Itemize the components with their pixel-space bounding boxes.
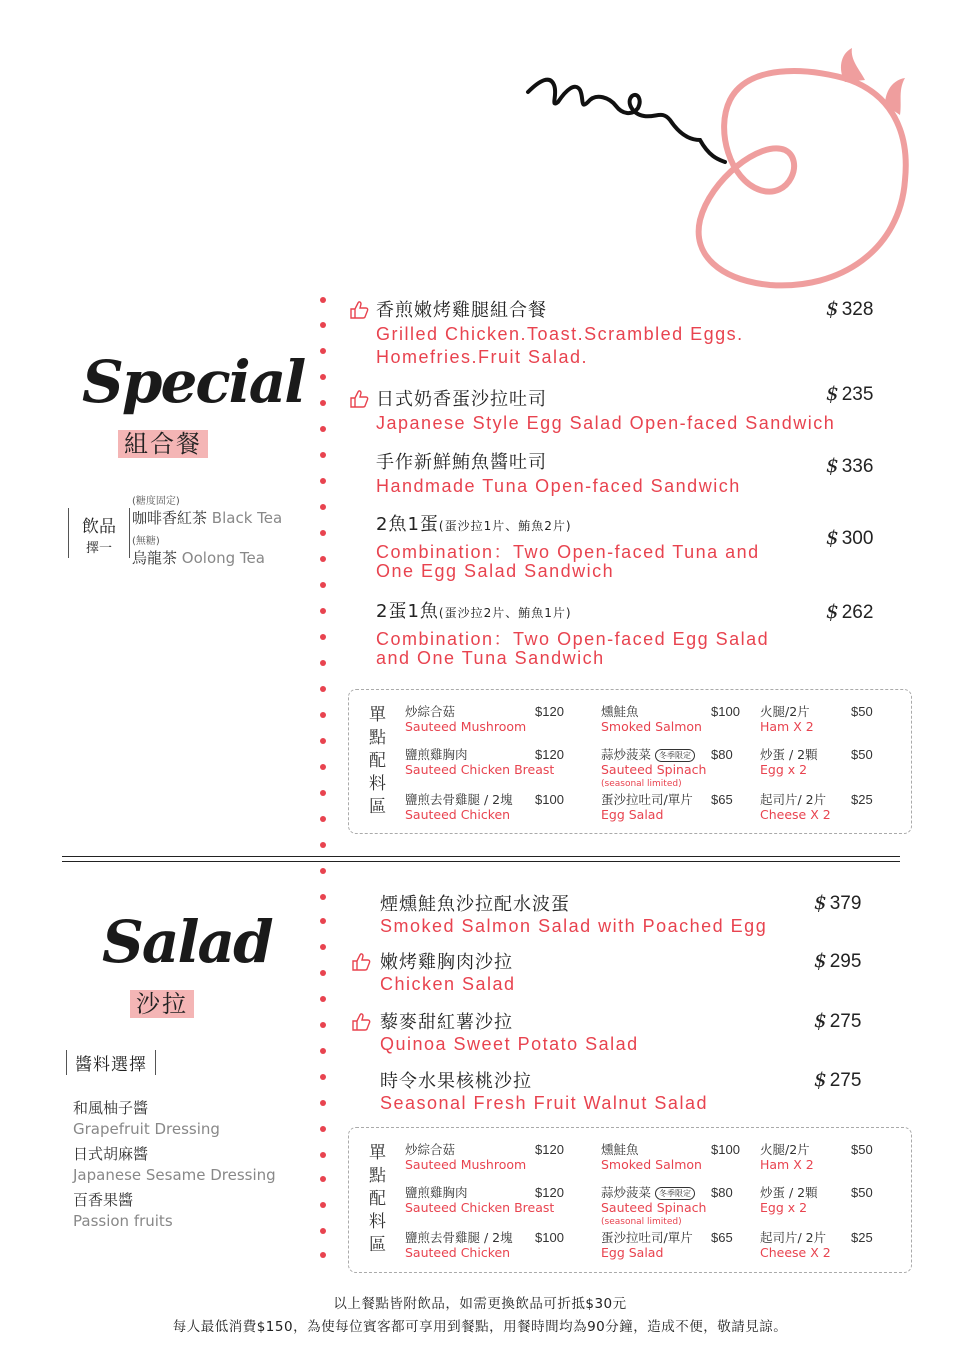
thumbs-up-icon [351, 952, 371, 972]
menu-item-en: Combination：Two Open-faced Egg Salad [376, 629, 770, 649]
salad-item-en: Seasonal Fresh Fruit Walnut Salad [380, 1093, 708, 1113]
addon-item: 炒綜合菇 Sauteed Mushroom $120 [405, 1142, 564, 1172]
divider-dot [320, 1048, 326, 1054]
addon-label: 單 點 配 料 區 [369, 1143, 386, 1255]
menu-item-name: 手作新鮮鮪魚醬吐司 [376, 452, 547, 473]
menu-item-name: 香煎嫩烤雞腿組合餐 [376, 300, 547, 321]
divider-dot [320, 1074, 326, 1080]
divider-dot [320, 348, 326, 354]
divider-dot [320, 1252, 326, 1258]
divider-dot [320, 556, 326, 562]
divider-dot [320, 1202, 326, 1208]
addon-item: 蒜炒菠菜 冬季限定 Sauteed Spinach (seasonal limited) $80 [601, 747, 733, 789]
divider-dot [320, 660, 326, 666]
thumbs-up-icon [351, 1012, 371, 1032]
menu-item-en: Japanese Style Egg Salad Open-faced Sandwich [376, 413, 836, 433]
addon-item: 炒蛋 / 2顆 Egg x 2 $50 [760, 1185, 873, 1215]
drink-label-choose: 擇一 [85, 541, 112, 556]
drink-choice [68, 508, 130, 558]
divider-dot [320, 608, 326, 614]
menu-item-price: $ 336 [826, 453, 874, 477]
divider-dot [320, 1100, 326, 1106]
divider-dot [320, 634, 326, 640]
addon-item: 燻鮭魚 Smoked Salmon $100 [601, 1142, 740, 1172]
divider-dot [320, 1228, 326, 1234]
divider-dot [320, 374, 326, 380]
addon-item: 炒蛋 / 2顆 Egg x 2 $50 [760, 747, 873, 777]
divider-dot [320, 452, 326, 458]
addon-item: 鹽煎去骨雞腿 / 2塊 Sauteed Chicken $100 [405, 1230, 564, 1260]
menu-item-name: 日式奶香蛋沙拉吐司 [376, 389, 547, 410]
drink-item: 烏龍茶 Oolong Tea [132, 549, 265, 567]
divider-dot [320, 1126, 326, 1132]
dressing-item: 日式胡麻醬 Japanese Sesame Dressing [73, 1145, 276, 1184]
salad-item-en: Smoked Salmon Salad with Poached Egg [380, 916, 768, 936]
addon-box [348, 689, 912, 834]
divider-dot [320, 944, 326, 950]
addon-item: 炒綜合菇 Sauteed Mushroom $120 [405, 704, 564, 734]
divider-dot [320, 842, 326, 848]
salad-item-name: 藜麥甜紅薯沙拉 [380, 1012, 513, 1033]
addon-item: 鹽煎去骨雞腿 / 2塊 Sauteed Chicken $100 [405, 792, 564, 822]
menu-item-price: $ 300 [826, 525, 874, 549]
menu-item-en: Handmade Tuna Open-faced Sandwich [376, 476, 741, 496]
addon-item: 蛋沙拉吐司/單片 Egg Salad $65 [601, 792, 733, 822]
divider-dot [320, 582, 326, 588]
divider-dot [320, 530, 326, 536]
divider-dot [320, 816, 326, 822]
special-title: Special [82, 348, 305, 416]
salad-item-name: 煙燻鮭魚沙拉配水波蛋 [380, 894, 570, 915]
divider-dot [320, 478, 326, 484]
section-divider [62, 856, 900, 862]
menu-item-en: Grilled Chicken.Toast.Scrambled Eggs. [376, 324, 744, 344]
salad-title: Salad [102, 908, 272, 976]
menu-item-name: 2魚1蛋(蛋沙拉1片、鮪魚2片) [376, 514, 572, 535]
addon-item: 蒜炒菠菜 冬季限定 Sauteed Spinach (seasonal limited) $80 [601, 1185, 733, 1227]
seasonal-badge: 冬季限定 [655, 749, 695, 762]
menu-item-name: 2蛋1魚(蛋沙拉2片、鮪魚1片) [376, 601, 572, 622]
salad-item-name: 嫩烤雞胸肉沙拉 [380, 952, 513, 973]
divider-dot [320, 1176, 326, 1182]
seasonal-badge: 冬季限定 [655, 1187, 695, 1200]
menu-item-price: $ 328 [826, 296, 874, 320]
divider-dot [320, 764, 326, 770]
footer-note: 每人最低消費$150，為使每位賓客都可享用到餐點，用餐時間均為90分鐘，造成不便，敬請見諒。 [172, 1319, 788, 1335]
addon-item: 起司片/ 2片 Cheese X 2 $25 [760, 792, 873, 822]
addon-item: 燻鮭魚 Smoked Salmon $100 [601, 704, 740, 734]
divider-dot [320, 996, 326, 1002]
addon-box [348, 1127, 912, 1273]
salad-subtitle: 沙拉 [130, 990, 194, 1018]
menu-item-en: One Egg Salad Sandwich [376, 561, 615, 581]
salad-item-price: $ 295 [814, 948, 862, 972]
divider-dot [320, 322, 326, 328]
drink-item: 咖啡香紅茶 Black Tea [132, 509, 283, 527]
salad-item-en: Chicken Salad [380, 974, 516, 994]
divider-dot [320, 918, 326, 924]
addon-item: 火腿/2片 Ham X 2 $50 [760, 1142, 873, 1172]
dressing-item: 和風柚子醬 Grapefruit Dressing [73, 1099, 220, 1138]
salad-item-en: Quinoa Sweet Potato Salad [380, 1034, 639, 1054]
addon-item: 蛋沙拉吐司/單片 Egg Salad $65 [601, 1230, 733, 1260]
divider-dot [320, 1152, 326, 1158]
addon-label: 單 點 配 料 區 [369, 705, 386, 817]
salad-item-price: $ 379 [814, 890, 862, 914]
menu-item-en: Combination：Two Open-faced Tuna and [376, 542, 760, 562]
drink-note: (糖度固定) [132, 496, 180, 507]
menu-item-en: Homefries.Fruit Salad. [376, 347, 589, 367]
addon-item: 鹽煎雞胸肉 Sauteed Chicken Breast $120 [405, 747, 564, 777]
menu-item-price: $ 262 [826, 599, 874, 623]
addon-item: 起司片/ 2片 Cheese X 2 $25 [760, 1230, 873, 1260]
divider-dot [320, 894, 326, 900]
special-subtitle: 組合餐 [118, 430, 208, 458]
salad-item-price: $ 275 [814, 1067, 862, 1091]
addon-item: 火腿/2片 Ham X 2 $50 [760, 704, 873, 734]
divider-dot [320, 738, 326, 744]
drink-note: (無糖) [132, 536, 160, 547]
divider-dot [320, 400, 326, 406]
heart-illustration [520, 40, 920, 300]
dressing-title: 醬料選擇 [66, 1050, 156, 1075]
divider-dot [320, 686, 326, 692]
divider-dot [320, 1022, 326, 1028]
divider-dot [320, 790, 326, 796]
divider-dot [320, 504, 326, 510]
salad-item-name: 時令水果核桃沙拉 [380, 1071, 532, 1092]
drink-label: 飲品 [82, 517, 116, 537]
menu-item-price: $ 235 [826, 381, 874, 405]
thumbs-up-icon [349, 300, 369, 320]
menu-item-en: and One Tuna Sandwich [376, 648, 605, 668]
thumbs-up-icon [349, 389, 369, 409]
divider-dot [320, 868, 326, 874]
dressing-item: 百香果醬 Passion fruits [73, 1191, 173, 1230]
divider-dot [320, 712, 326, 718]
addon-item: 鹽煎雞胸肉 Sauteed Chicken Breast $120 [405, 1185, 564, 1215]
salad-item-price: $ 275 [814, 1008, 862, 1032]
divider-dot [320, 970, 326, 976]
script-menu-lettering [528, 80, 725, 162]
divider-dot [320, 297, 326, 303]
footer-note: 以上餐點皆附飲品，如需更換飲品可折抵$30元 [333, 1296, 627, 1312]
divider-dot [320, 426, 326, 432]
